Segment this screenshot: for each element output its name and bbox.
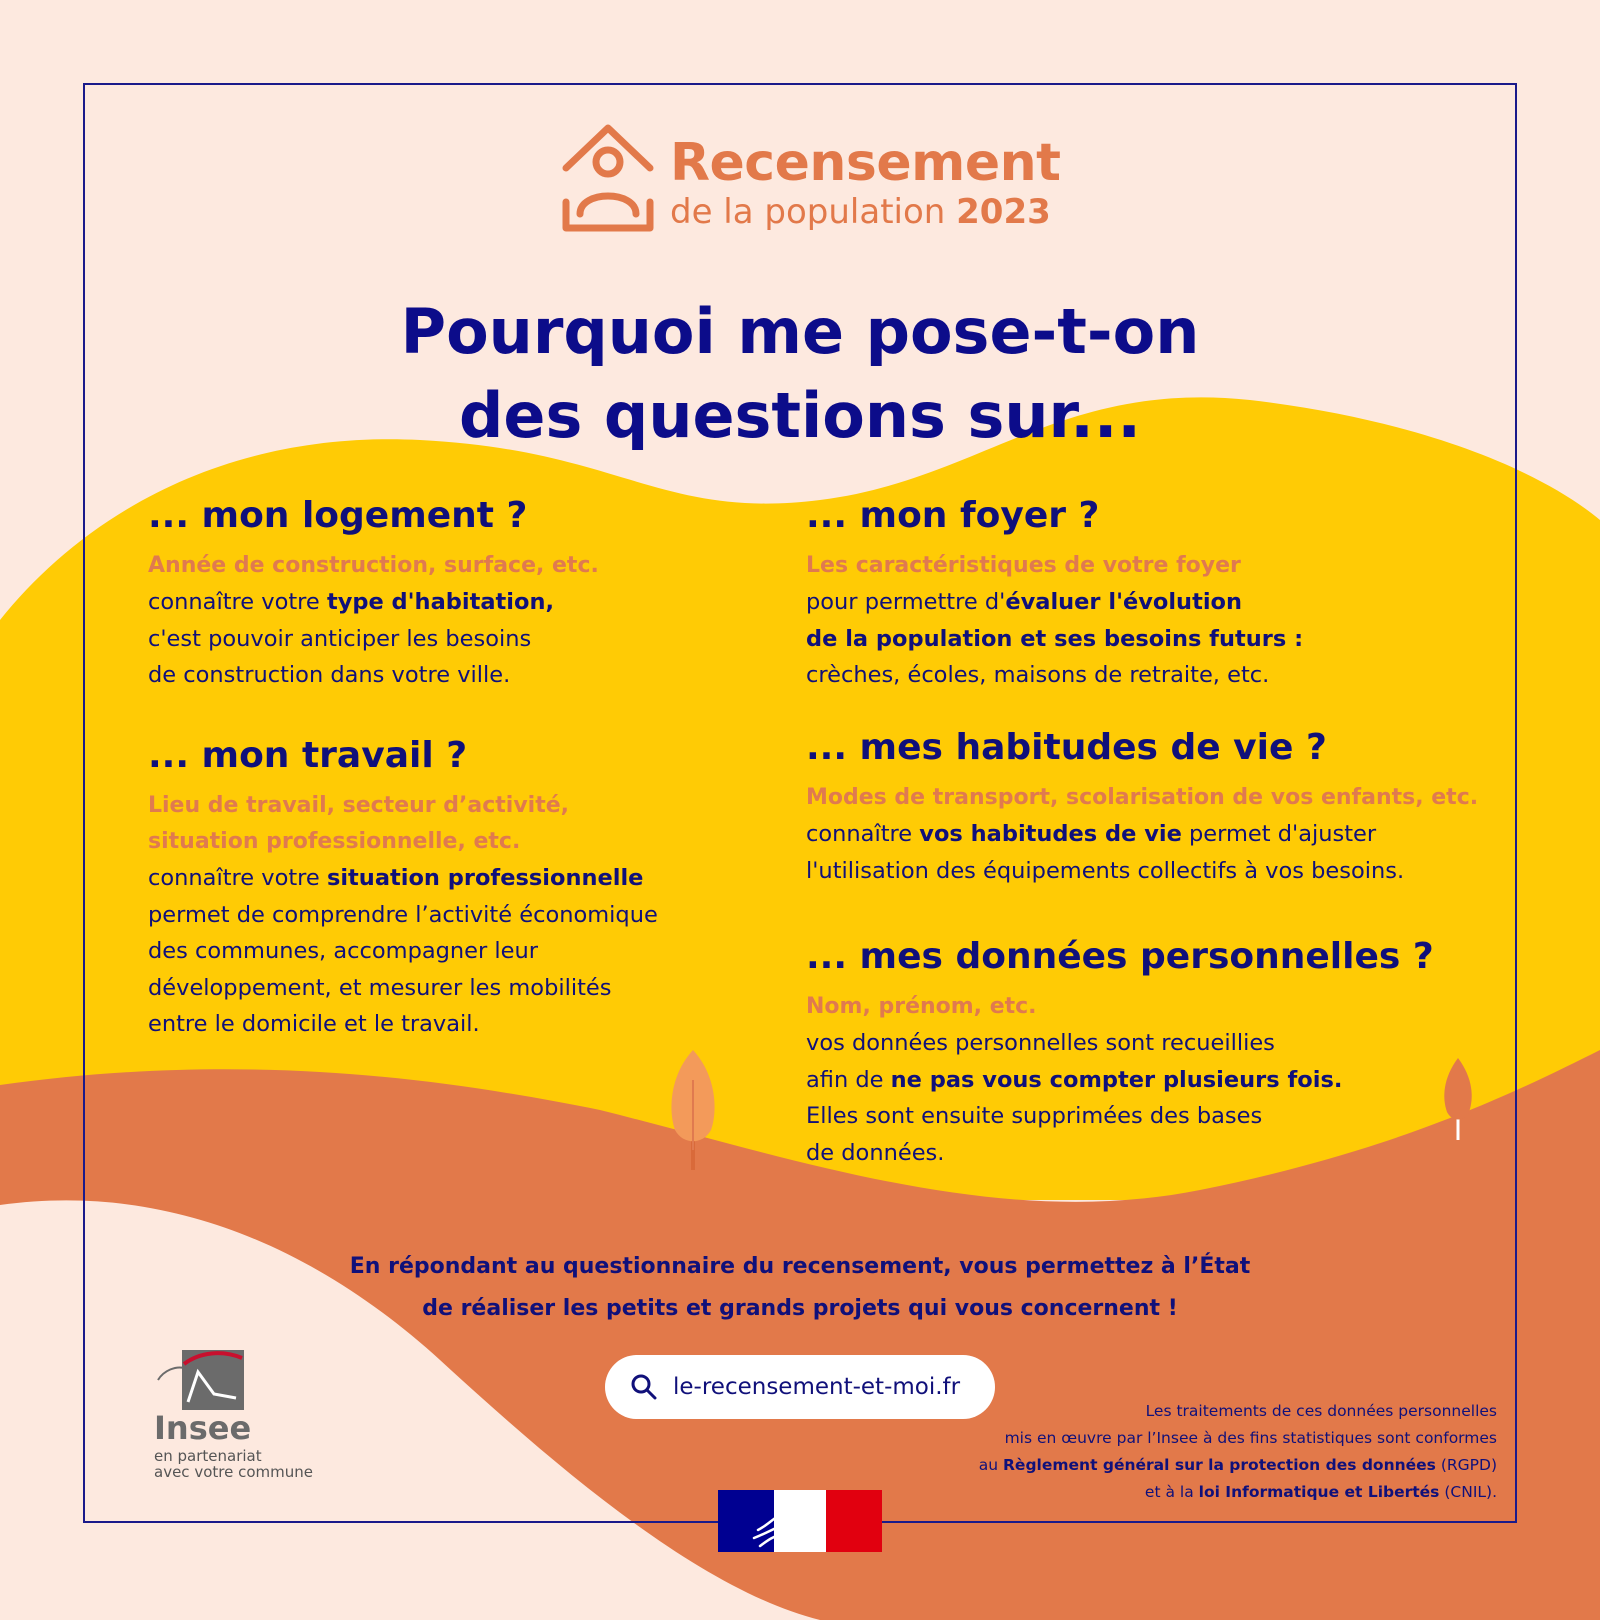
legal-line-4: et à la loi Informatique et Libertés (CNIL). xyxy=(1144,1483,1497,1501)
logo-year: 2023 xyxy=(956,192,1051,232)
section-subtitle: Lieu de travail, secteur d’activité, situation professionnelle, etc. xyxy=(148,793,570,854)
website-url: le-recensement-et-moi.fr xyxy=(673,1374,961,1400)
section-text: connaître votre situation professionnelle permet de comprendre l’activité économique des communes, accompagner leur développement, et mesurer les mobilités entre le domicile et le travail. xyxy=(148,865,658,1037)
section-heading: ... mon logement ? xyxy=(148,495,528,536)
section-donnees xyxy=(806,935,1486,1171)
section-heading: ... mes données personnelles ? xyxy=(806,936,1434,977)
recensement-logo xyxy=(560,120,1061,250)
page-title xyxy=(300,290,1300,458)
section-subtitle: Nom, prénom, etc. xyxy=(806,994,1037,1019)
section-subtitle: Modes de transport, scolarisation de vos enfants, etc. xyxy=(806,785,1479,810)
house-person-icon xyxy=(560,120,660,240)
section-text: connaître votre type d'habitation, c'est pouvoir anticiper les besoins de construction dans votre ville. xyxy=(148,589,555,688)
legal-line-1: Les traitements de ces données personnelles xyxy=(1145,1402,1497,1420)
section-heading: ... mon travail ? xyxy=(148,735,468,776)
section-heading: ... mon foyer ? xyxy=(806,495,1100,536)
logo-subtitle: de la population 2023 xyxy=(670,192,1051,232)
insee-emblem-icon xyxy=(150,1350,250,1412)
section-foyer xyxy=(806,494,1486,694)
insee-name: Insee xyxy=(154,1409,252,1447)
legal-line-3: au Règlement général sur la protection des données (RGPD) xyxy=(978,1456,1497,1474)
legal-notice xyxy=(897,1398,1497,1506)
section-heading: ... mes habitudes de vie ? xyxy=(806,727,1327,768)
insee-logo xyxy=(150,1350,370,1480)
section-text: pour permettre d'évaluer l'évolution de la population et ses besoins futurs : crèches, écoles, maisons de retraite, etc. xyxy=(806,589,1304,688)
title-line-1: Pourquoi me pose-t-on xyxy=(400,295,1200,368)
closing-line-1: En répondant au questionnaire du recensement, vous permettez à l’État xyxy=(349,1254,1251,1279)
section-travail xyxy=(148,734,788,1043)
section-habitudes xyxy=(806,726,1506,889)
logo-title: Recensement xyxy=(670,133,1061,193)
section-text: connaître vos habitudes de vie permet d'ajuster l'utilisation des équipements collectifs à vos besoins. xyxy=(806,821,1405,884)
closing-statement xyxy=(300,1246,1300,1330)
search-icon xyxy=(629,1372,659,1402)
section-subtitle: Année de construction, surface, etc. xyxy=(148,553,599,578)
section-text: vos données personnelles sont recueillies afin de ne pas vous compter plusieurs fois. Elles sont ensuite supprimées des bases de données. xyxy=(806,1030,1343,1166)
insee-partnership: en partenariat avec votre commune xyxy=(154,1447,313,1481)
section-logement xyxy=(148,494,748,694)
marianne-flag-icon xyxy=(718,1490,882,1552)
legal-line-2: mis en œuvre par l’Insee à des fins statistiques sont conformes xyxy=(1004,1429,1497,1447)
closing-line-2: de réaliser les petits et grands projets qui vous concernent ! xyxy=(422,1296,1178,1321)
marianne-flag xyxy=(718,1490,882,1552)
section-subtitle: Les caractéristiques de votre foyer xyxy=(806,553,1241,578)
title-line-2: des questions sur... xyxy=(459,379,1141,452)
